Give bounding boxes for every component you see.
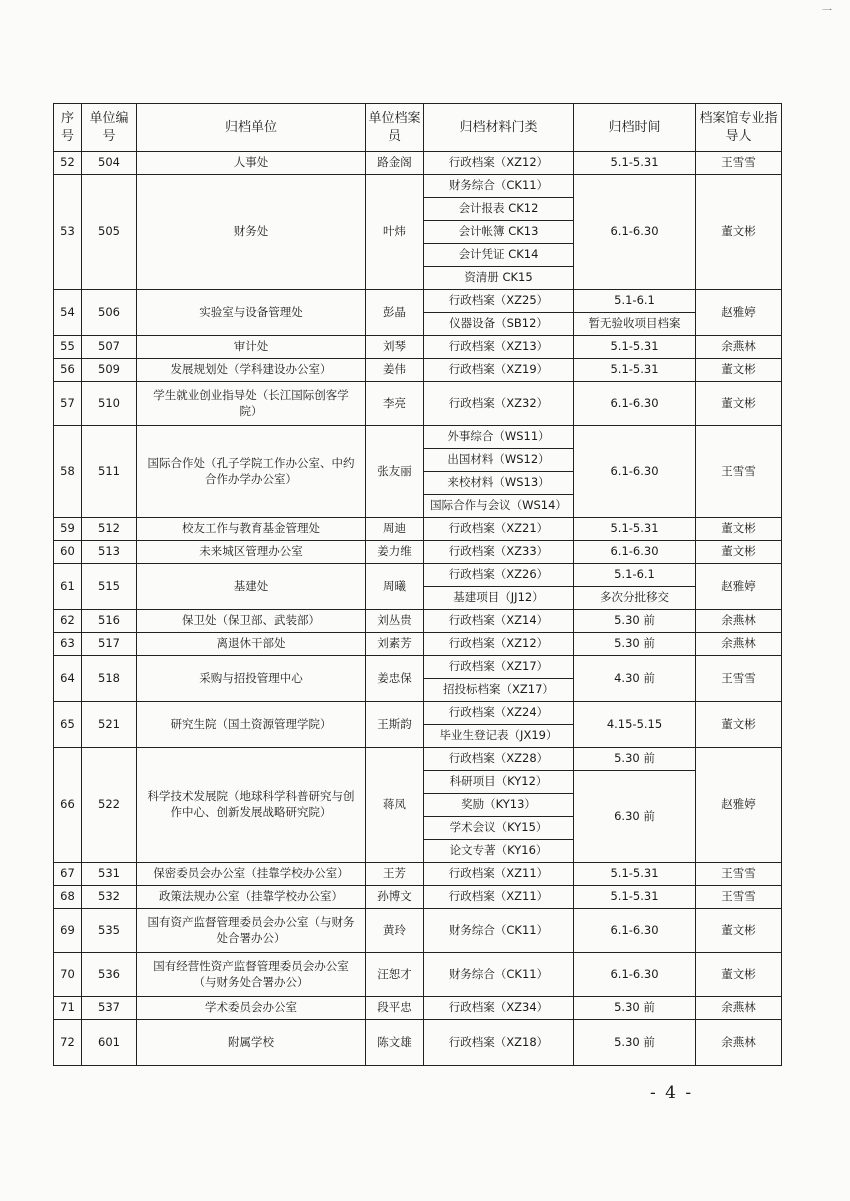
cell-category: 会计帐簿 CK13 bbox=[424, 221, 574, 244]
table-row bbox=[54, 909, 782, 953]
cell-seq: 71 bbox=[54, 997, 82, 1020]
cell-archivist: 王斯韵 bbox=[366, 702, 424, 748]
cell-code: 601 bbox=[82, 1020, 137, 1066]
cell-category: 科研项目（KY12） bbox=[424, 771, 574, 794]
cell-code: 511 bbox=[82, 426, 137, 518]
cell-category: 国际合作与会议（WS14） bbox=[424, 495, 574, 518]
cell-category: 行政档案（XZ33） bbox=[424, 541, 574, 564]
cell-seq: 62 bbox=[54, 610, 82, 633]
header-code: 单位编号 bbox=[82, 104, 137, 152]
cell-archivist: 姜伟 bbox=[366, 359, 424, 382]
table-row bbox=[54, 426, 782, 449]
cell-time: 6.30 前 bbox=[574, 771, 696, 863]
header-archivist: 单位档案员 bbox=[366, 104, 424, 152]
cell-category: 奖励（KY13） bbox=[424, 794, 574, 817]
cell-seq: 68 bbox=[54, 886, 82, 909]
cell-guide: 余燕林 bbox=[696, 336, 782, 359]
cell-time: 4.15-5.15 bbox=[574, 702, 696, 748]
cell-category: 行政档案（XZ17） bbox=[424, 656, 574, 679]
cell-seq: 72 bbox=[54, 1020, 82, 1066]
table-row bbox=[54, 610, 782, 633]
cell-seq: 61 bbox=[54, 564, 82, 610]
table-row bbox=[54, 633, 782, 656]
cell-category: 资清册 CK15 bbox=[424, 267, 574, 290]
cell-code: 515 bbox=[82, 564, 137, 610]
cell-code: 512 bbox=[82, 518, 137, 541]
table-row bbox=[54, 863, 782, 886]
table-row bbox=[54, 336, 782, 359]
cell-guide: 董文彬 bbox=[696, 953, 782, 997]
cell-code: 504 bbox=[82, 152, 137, 175]
cell-code: 521 bbox=[82, 702, 137, 748]
cell-unit: 科学技术发展院（地球科学科普研究与创作中心、创新发展战略研究院） bbox=[137, 748, 366, 863]
cell-archivist: 姜力维 bbox=[366, 541, 424, 564]
table-row bbox=[54, 886, 782, 909]
cell-time: 6.1-6.30 bbox=[574, 426, 696, 518]
cell-code: 537 bbox=[82, 997, 137, 1020]
cell-archivist: 彭晶 bbox=[366, 290, 424, 336]
cell-seq: 67 bbox=[54, 863, 82, 886]
cell-seq: 66 bbox=[54, 748, 82, 863]
cell-seq: 58 bbox=[54, 426, 82, 518]
header-guide: 档案馆专业指导人 bbox=[696, 104, 782, 152]
cell-unit: 学术委员会办公室 bbox=[137, 997, 366, 1020]
cell-time: 4.30 前 bbox=[574, 656, 696, 702]
cell-time: 5.30 前 bbox=[574, 633, 696, 656]
table-row bbox=[54, 953, 782, 997]
cell-archivist: 王芳 bbox=[366, 863, 424, 886]
cell-unit: 未来城区管理办公室 bbox=[137, 541, 366, 564]
cell-category: 行政档案（XZ21） bbox=[424, 518, 574, 541]
cell-unit: 附属学校 bbox=[137, 1020, 366, 1066]
archive-schedule-table bbox=[53, 103, 782, 1066]
cell-category: 行政档案（XZ12） bbox=[424, 152, 574, 175]
cell-time: 6.1-6.30 bbox=[574, 175, 696, 290]
table-row bbox=[54, 1020, 782, 1066]
cell-category: 行政档案（XZ25） bbox=[424, 290, 574, 313]
cell-category: 招投标档案（XZ17） bbox=[424, 679, 574, 702]
cell-code: 532 bbox=[82, 886, 137, 909]
cell-category: 外事综合（WS11） bbox=[424, 426, 574, 449]
cell-unit: 校友工作与教育基金管理处 bbox=[137, 518, 366, 541]
cell-guide: 赵雅婷 bbox=[696, 748, 782, 863]
cell-time: 5.30 前 bbox=[574, 610, 696, 633]
cell-unit: 采购与招投管理中心 bbox=[137, 656, 366, 702]
cell-guide: 王雪雪 bbox=[696, 863, 782, 886]
cell-guide: 董文彬 bbox=[696, 175, 782, 290]
cell-time: 5.1-5.31 bbox=[574, 359, 696, 382]
cell-code: 510 bbox=[82, 382, 137, 426]
cell-unit: 人事处 bbox=[137, 152, 366, 175]
cell-archivist: 汪恕才 bbox=[366, 953, 424, 997]
cell-unit: 发展规划处（学科建设办公室） bbox=[137, 359, 366, 382]
cell-seq: 53 bbox=[54, 175, 82, 290]
cell-guide: 王雪雪 bbox=[696, 656, 782, 702]
header-time: 归档时间 bbox=[574, 104, 696, 152]
table-row bbox=[54, 656, 782, 679]
cell-archivist: 李亮 bbox=[366, 382, 424, 426]
cell-seq: 70 bbox=[54, 953, 82, 997]
cell-guide: 余燕林 bbox=[696, 633, 782, 656]
cell-archivist: 黄玲 bbox=[366, 909, 424, 953]
cell-seq: 69 bbox=[54, 909, 82, 953]
cell-category: 毕业生登记表（JX19） bbox=[424, 725, 574, 748]
cell-seq: 63 bbox=[54, 633, 82, 656]
cell-category: 行政档案（XZ34） bbox=[424, 997, 574, 1020]
cell-code: 516 bbox=[82, 610, 137, 633]
cell-category: 行政档案（XZ13） bbox=[424, 336, 574, 359]
cell-unit: 财务处 bbox=[137, 175, 366, 290]
header-category: 归档材料门类 bbox=[424, 104, 574, 152]
cell-guide: 赵雅婷 bbox=[696, 564, 782, 610]
cell-archivist: 姜忠保 bbox=[366, 656, 424, 702]
cell-seq: 59 bbox=[54, 518, 82, 541]
cell-seq: 60 bbox=[54, 541, 82, 564]
cell-archivist: 刘丛贵 bbox=[366, 610, 424, 633]
cell-category: 会计凭证 CK14 bbox=[424, 244, 574, 267]
cell-time: 5.1-5.31 bbox=[574, 863, 696, 886]
cell-archivist: 周曦 bbox=[366, 564, 424, 610]
cell-guide: 余燕林 bbox=[696, 997, 782, 1020]
cell-category: 行政档案（XZ32） bbox=[424, 382, 574, 426]
header-row bbox=[54, 104, 782, 152]
cell-archivist: 刘素芳 bbox=[366, 633, 424, 656]
cell-unit: 国际合作处（孔子学院工作办公室、中约合作办学办公室） bbox=[137, 426, 366, 518]
cell-unit: 离退休干部处 bbox=[137, 633, 366, 656]
cell-unit: 审计处 bbox=[137, 336, 366, 359]
cell-archivist: 刘琴 bbox=[366, 336, 424, 359]
table-row bbox=[54, 541, 782, 564]
header-unit: 归档单位 bbox=[137, 104, 366, 152]
cell-seq: 55 bbox=[54, 336, 82, 359]
cell-time: 5.30 前 bbox=[574, 748, 696, 771]
cell-seq: 52 bbox=[54, 152, 82, 175]
cell-code: 513 bbox=[82, 541, 137, 564]
cell-code: 506 bbox=[82, 290, 137, 336]
cell-archivist: 段平忠 bbox=[366, 997, 424, 1020]
cell-guide: 董文彬 bbox=[696, 382, 782, 426]
cell-code: 531 bbox=[82, 863, 137, 886]
cell-category: 财务综合（CK11） bbox=[424, 909, 574, 953]
cell-archivist: 孙博文 bbox=[366, 886, 424, 909]
cell-code: 518 bbox=[82, 656, 137, 702]
cell-archivist: 陈文雄 bbox=[366, 1020, 424, 1066]
table-row bbox=[54, 748, 782, 771]
cell-time: 6.1-6.30 bbox=[574, 953, 696, 997]
cell-time: 多次分批移交 bbox=[574, 587, 696, 610]
cell-category: 行政档案（XZ12） bbox=[424, 633, 574, 656]
cell-archivist: 蒋凤 bbox=[366, 748, 424, 863]
cell-code: 536 bbox=[82, 953, 137, 997]
cell-code: 505 bbox=[82, 175, 137, 290]
cell-category: 行政档案（XZ14） bbox=[424, 610, 574, 633]
table-row bbox=[54, 702, 782, 725]
cell-unit: 政策法规办公室（挂靠学校办公室） bbox=[137, 886, 366, 909]
cell-unit: 学生就业创业指导处（长江国际创客学院） bbox=[137, 382, 366, 426]
cell-code: 517 bbox=[82, 633, 137, 656]
cell-category: 基建项目（JJ12） bbox=[424, 587, 574, 610]
cell-code: 535 bbox=[82, 909, 137, 953]
table-row bbox=[54, 564, 782, 587]
cell-unit: 实验室与设备管理处 bbox=[137, 290, 366, 336]
cell-guide: 董文彬 bbox=[696, 541, 782, 564]
cell-guide: 王雪雪 bbox=[696, 152, 782, 175]
header-seq: 序号 bbox=[54, 104, 82, 152]
table-row bbox=[54, 997, 782, 1020]
cell-time: 5.1-6.1 bbox=[574, 290, 696, 313]
cell-guide: 赵雅婷 bbox=[696, 290, 782, 336]
cell-time: 5.1-6.1 bbox=[574, 564, 696, 587]
cell-category: 论文专著（KY16） bbox=[424, 840, 574, 863]
table-row bbox=[54, 175, 782, 198]
cell-category: 学术会议（KY15） bbox=[424, 817, 574, 840]
table-row bbox=[54, 152, 782, 175]
cell-category: 仪器设备（SB12） bbox=[424, 313, 574, 336]
table-row bbox=[54, 382, 782, 426]
cell-time: 5.1-5.31 bbox=[574, 336, 696, 359]
cell-seq: 65 bbox=[54, 702, 82, 748]
cell-seq: 54 bbox=[54, 290, 82, 336]
cell-category: 行政档案（XZ11） bbox=[424, 886, 574, 909]
cell-unit: 研究生院（国土资源管理学院） bbox=[137, 702, 366, 748]
cell-unit: 基建处 bbox=[137, 564, 366, 610]
table-row bbox=[54, 290, 782, 313]
cell-archivist: 张友丽 bbox=[366, 426, 424, 518]
cell-category: 行政档案（XZ26） bbox=[424, 564, 574, 587]
cell-time: 6.1-6.30 bbox=[574, 382, 696, 426]
cell-category: 行政档案（XZ19） bbox=[424, 359, 574, 382]
cell-time: 5.1-5.31 bbox=[574, 152, 696, 175]
cell-archivist: 路金阁 bbox=[366, 152, 424, 175]
cell-unit: 国有资产监督管理委员会办公室（与财务处合署办公） bbox=[137, 909, 366, 953]
cell-time: 5.1-5.31 bbox=[574, 518, 696, 541]
cell-guide: 余燕林 bbox=[696, 1020, 782, 1066]
cell-seq: 64 bbox=[54, 656, 82, 702]
cell-unit: 保密委员会办公室（挂靠学校办公室） bbox=[137, 863, 366, 886]
cell-guide: 董文彬 bbox=[696, 518, 782, 541]
cell-code: 507 bbox=[82, 336, 137, 359]
cell-seq: 57 bbox=[54, 382, 82, 426]
cell-time: 暂无验收项目档案 bbox=[574, 313, 696, 336]
cell-code: 509 bbox=[82, 359, 137, 382]
table-row bbox=[54, 518, 782, 541]
cell-archivist: 叶炜 bbox=[366, 175, 424, 290]
table-body bbox=[54, 152, 782, 1066]
cell-unit: 国有经营性资产监督管理委员会办公室（与财务处合署办公） bbox=[137, 953, 366, 997]
cell-guide: 董文彬 bbox=[696, 359, 782, 382]
cell-time: 5.30 前 bbox=[574, 1020, 696, 1066]
cell-unit: 保卫处（保卫部、武装部） bbox=[137, 610, 366, 633]
cell-guide: 王雪雪 bbox=[696, 886, 782, 909]
cell-code: 522 bbox=[82, 748, 137, 863]
cell-guide: 董文彬 bbox=[696, 909, 782, 953]
cell-time: 5.1-5.31 bbox=[574, 886, 696, 909]
page-number: - 4 - bbox=[650, 1083, 694, 1103]
corner-mark: 一 bbox=[822, 6, 832, 17]
cell-time: 5.30 前 bbox=[574, 997, 696, 1020]
cell-seq: 56 bbox=[54, 359, 82, 382]
cell-category: 财务综合（CK11） bbox=[424, 175, 574, 198]
cell-category: 会计报表 CK12 bbox=[424, 198, 574, 221]
table-row bbox=[54, 359, 782, 382]
cell-time: 6.1-6.30 bbox=[574, 909, 696, 953]
cell-archivist: 周迪 bbox=[366, 518, 424, 541]
cell-category: 出国材料（WS12） bbox=[424, 449, 574, 472]
cell-time: 6.1-6.30 bbox=[574, 541, 696, 564]
cell-guide: 董文彬 bbox=[696, 702, 782, 748]
cell-guide: 王雪雪 bbox=[696, 426, 782, 518]
cell-category: 行政档案（XZ24） bbox=[424, 702, 574, 725]
cell-category: 行政档案（XZ28） bbox=[424, 748, 574, 771]
cell-category: 行政档案（XZ18） bbox=[424, 1020, 574, 1066]
cell-category: 行政档案（XZ11） bbox=[424, 863, 574, 886]
cell-category: 来校材料（WS13） bbox=[424, 472, 574, 495]
cell-category: 财务综合（CK11） bbox=[424, 953, 574, 997]
cell-guide: 余燕林 bbox=[696, 610, 782, 633]
